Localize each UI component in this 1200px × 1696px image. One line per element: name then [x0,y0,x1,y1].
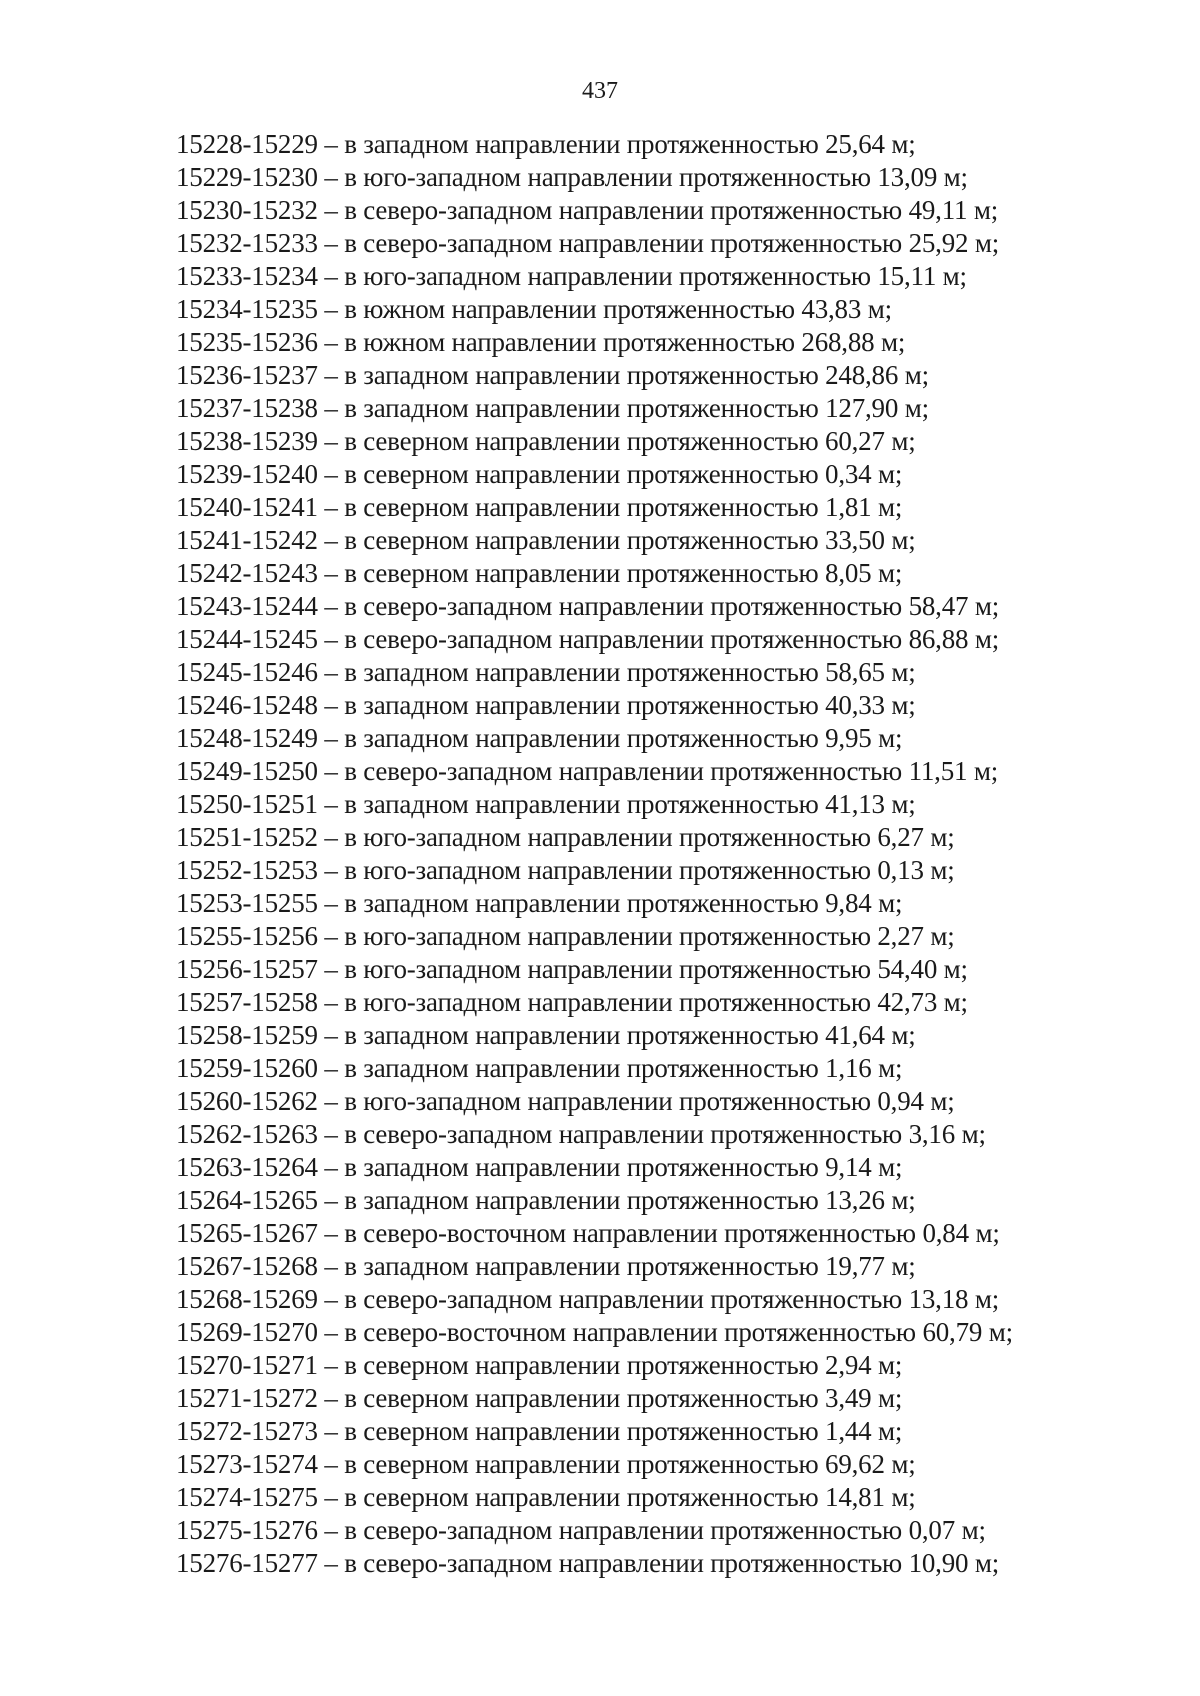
boundary-segment-entry: 15256-15257 – в юго-западном направлении протяженностью 54,40 м; [176,954,968,984]
boundary-segment-entry: 15251-15252 – в юго-западном направлении протяженностью 6,27 м; [176,822,955,852]
boundary-segment-entry: 15264-15265 – в западном направлении протяженностью 13,26 м; [176,1185,916,1215]
boundary-segment-entry: 15245-15246 – в западном направлении протяженностью 58,65 м; [176,657,916,687]
boundary-segment-entry: 15267-15268 – в западном направлении протяженностью 19,77 м; [176,1251,916,1281]
boundary-segment-entry: 15243-15244 – в северо-западном направлении протяженностью 58,47 м; [176,591,1000,621]
boundary-segment-entry: 15239-15240 – в северном направлении протяженностью 0,34 м; [176,459,903,489]
boundary-segment-entry: 15257-15258 – в юго-западном направлении протяженностью 42,73 м; [176,987,968,1017]
boundary-segment-entry: 15237-15238 – в западном направлении протяженностью 127,90 м; [176,393,929,423]
boundary-segment-entry: 15274-15275 – в северном направлении протяженностью 14,81 м; [176,1482,916,1512]
boundary-segment-entry: 15236-15237 – в западном направлении протяженностью 248,86 м; [176,360,929,390]
boundary-segment-entry: 15272-15273 – в северном направлении протяженностью 1,44 м; [176,1416,903,1446]
boundary-segment-entry: 15241-15242 – в северном направлении протяженностью 33,50 м; [176,525,916,555]
boundary-segment-entry: 15232-15233 – в северо-западном направлении протяженностью 25,92 м; [176,228,1000,258]
boundary-segment-entry: 15252-15253 – в юго-западном направлении протяженностью 0,13 м; [176,855,955,885]
boundary-segment-entry: 15230-15232 – в северо-западном направлении протяженностью 49,11 м; [176,195,999,225]
boundary-segment-entry: 15249-15250 – в северо-западном направлении протяженностью 11,51 м; [176,756,999,786]
boundary-segment-entry: 15262-15263 – в северо-западном направлении протяженностью 3,16 м; [176,1119,986,1149]
boundary-segment-entry: 15260-15262 – в юго-западном направлении протяженностью 0,94 м; [176,1086,955,1116]
boundary-segment-entry: 15270-15271 – в северном направлении протяженностью 2,94 м; [176,1350,903,1380]
boundary-segment-entry: 15248-15249 – в западном направлении протяженностью 9,95 м; [176,723,903,753]
boundary-segment-entry: 15269-15270 – в северо-восточном направлении протяженностью 60,79 м; [176,1317,1013,1347]
boundary-segment-entry: 15253-15255 – в западном направлении протяженностью 9,84 м; [176,888,903,918]
boundary-segment-entry: 15233-15234 – в юго-западном направлении протяженностью 15,11 м; [176,261,967,291]
boundary-segment-entry: 15268-15269 – в северо-западном направлении протяженностью 13,18 м; [176,1284,1000,1314]
boundary-segment-entry: 15276-15277 – в северо-западном направлении протяженностью 10,90 м; [176,1548,1000,1578]
boundary-segment-entry: 15242-15243 – в северном направлении протяженностью 8,05 м; [176,558,903,588]
boundary-segment-entry: 15229-15230 – в юго-западном направлении протяженностью 13,09 м; [176,162,968,192]
boundary-segment-entry: 15265-15267 – в северо-восточном направлении протяженностью 0,84 м; [176,1218,1000,1248]
boundary-segment-entry: 15259-15260 – в западном направлении протяженностью 1,16 м; [176,1053,903,1083]
boundary-segment-entry: 15258-15259 – в западном направлении протяженностью 41,64 м; [176,1020,916,1050]
boundary-segment-entry: 15240-15241 – в северном направлении протяженностью 1,81 м; [176,492,903,522]
boundary-segment-entry: 15246-15248 – в западном направлении протяженностью 40,33 м; [176,690,916,720]
page-number: 437 [582,78,618,104]
boundary-segment-entry: 15238-15239 – в северном направлении протяженностью 60,27 м; [176,426,916,456]
boundary-segment-entry: 15250-15251 – в западном направлении протяженностью 41,13 м; [176,789,916,819]
boundary-segment-entry: 15273-15274 – в северном направлении протяженностью 69,62 м; [176,1449,916,1479]
boundary-segment-entry: 15235-15236 – в южном направлении протяженностью 268,88 м; [176,327,906,357]
boundary-segment-entry: 15275-15276 – в северо-западном направлении протяженностью 0,07 м; [176,1515,986,1545]
boundary-segment-list [176,128,1176,1580]
boundary-segment-entry: 15234-15235 – в южном направлении протяженностью 43,83 м; [176,294,892,324]
boundary-segment-entry: 15255-15256 – в юго-западном направлении протяженностью 2,27 м; [176,921,955,951]
boundary-segment-entry: 15244-15245 – в северо-западном направлении протяженностью 86,88 м; [176,624,1000,654]
boundary-segment-entry: 15271-15272 – в северном направлении протяженностью 3,49 м; [176,1383,903,1413]
boundary-segment-entry: 15263-15264 – в западном направлении протяженностью 9,14 м; [176,1152,903,1182]
boundary-segment-entry: 15228-15229 – в западном направлении протяженностью 25,64 м; [176,129,916,159]
